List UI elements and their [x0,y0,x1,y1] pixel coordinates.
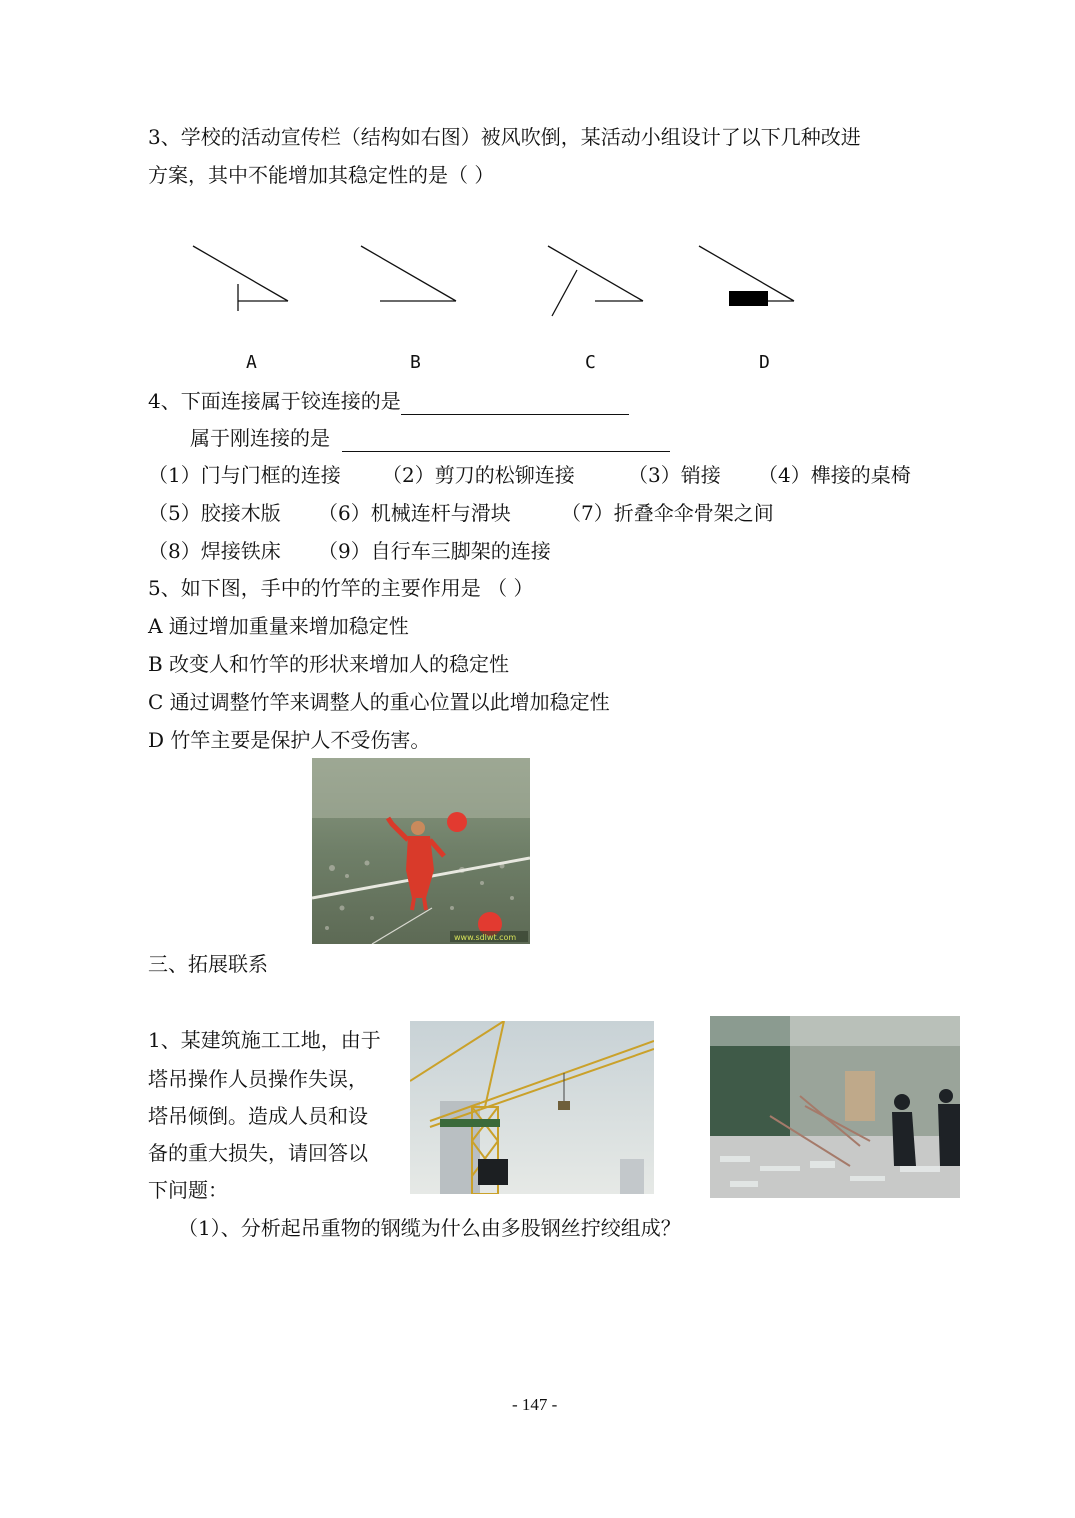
q5-option-a: A 通过增加重量来增加稳定性 [148,614,409,638]
q5-option-d: D 竹竿主要是保护人不受伤害。 [148,728,431,752]
q4-item-2: （2）剪刀的松铆连接 [382,463,575,487]
option-c-diagram [548,246,643,316]
q3-option-diagrams [0,0,1075,340]
q5-option-b: B 改变人和竹竿的形状来增加人的稳定性 [148,652,510,676]
q4-item-8: （8）焊接铁床 [148,539,281,563]
q4-item-6: （6）机械连杆与滑块 [318,501,511,525]
photo-watermark: www.sdlwt.com [454,933,517,942]
q4-rigid-prompt: 属于刚连接的是 [190,426,330,450]
q5-option-c: C 通过调整竹竿来调整人的重心位置以此增加稳定性 [148,690,610,714]
q3-line1: 3、学校的活动宣传栏（结构如右图）被风吹倒，某活动小组设计了以下几种改进 [148,125,861,149]
q4-item-4: （4）榫接的桌椅 [758,463,911,487]
option-a-label: A [246,352,257,373]
s3-q1-line1: 1、某建筑施工工地，由于 [148,1028,381,1052]
q4-hinge-prompt: 4、下面连接属于铰连接的是 [148,389,401,413]
s3-q1-line3: 塔吊倾倒。造成人员和设 [148,1104,368,1128]
option-d-diagram [699,246,794,306]
q4-line1 [148,387,629,415]
q4-rigid-answer-blank[interactable] [342,429,670,452]
s3-q1-line4: 备的重大损失，请回答以 [148,1141,368,1165]
collapsed-crane-site-photo [710,1016,960,1198]
page-number: - 147 - [512,1395,558,1414]
q4-item-5: （5）胶接木版 [148,501,281,525]
s3-q1-line2: 塔吊操作人员操作失误， [148,1067,368,1091]
s3-sub-question-1: （1）、分析起吊重物的钢缆为什么由多股钢丝拧绞组成？ [178,1216,681,1240]
tightrope-walker-photo [312,758,530,944]
option-b-diagram [361,246,456,301]
q4-item-7: （7）折叠伞伞骨架之间 [561,501,774,525]
option-c-label: C [585,352,596,373]
q3-line2: 方案，其中不能增加其稳定性的是（ ） [148,163,495,187]
q4-item-9: （9）自行车三脚架的连接 [318,539,551,563]
option-b-label: B [410,352,421,373]
q4-line2 [190,424,670,452]
option-d-label: D [759,352,770,373]
tower-crane-photo [410,1021,654,1194]
q4-item-1: （1）门与门框的连接 [148,463,341,487]
s3-q1-line5: 下问题： [148,1178,228,1202]
q4-item-3: （3）销接 [628,463,721,487]
section3-heading: 三、拓展联系 [148,952,268,976]
q5-stem: 5、如下图，手中的竹竿的主要作用是 （ ） [148,576,534,600]
option-a-diagram [193,246,288,311]
q4-hinge-answer-blank[interactable] [401,392,629,415]
